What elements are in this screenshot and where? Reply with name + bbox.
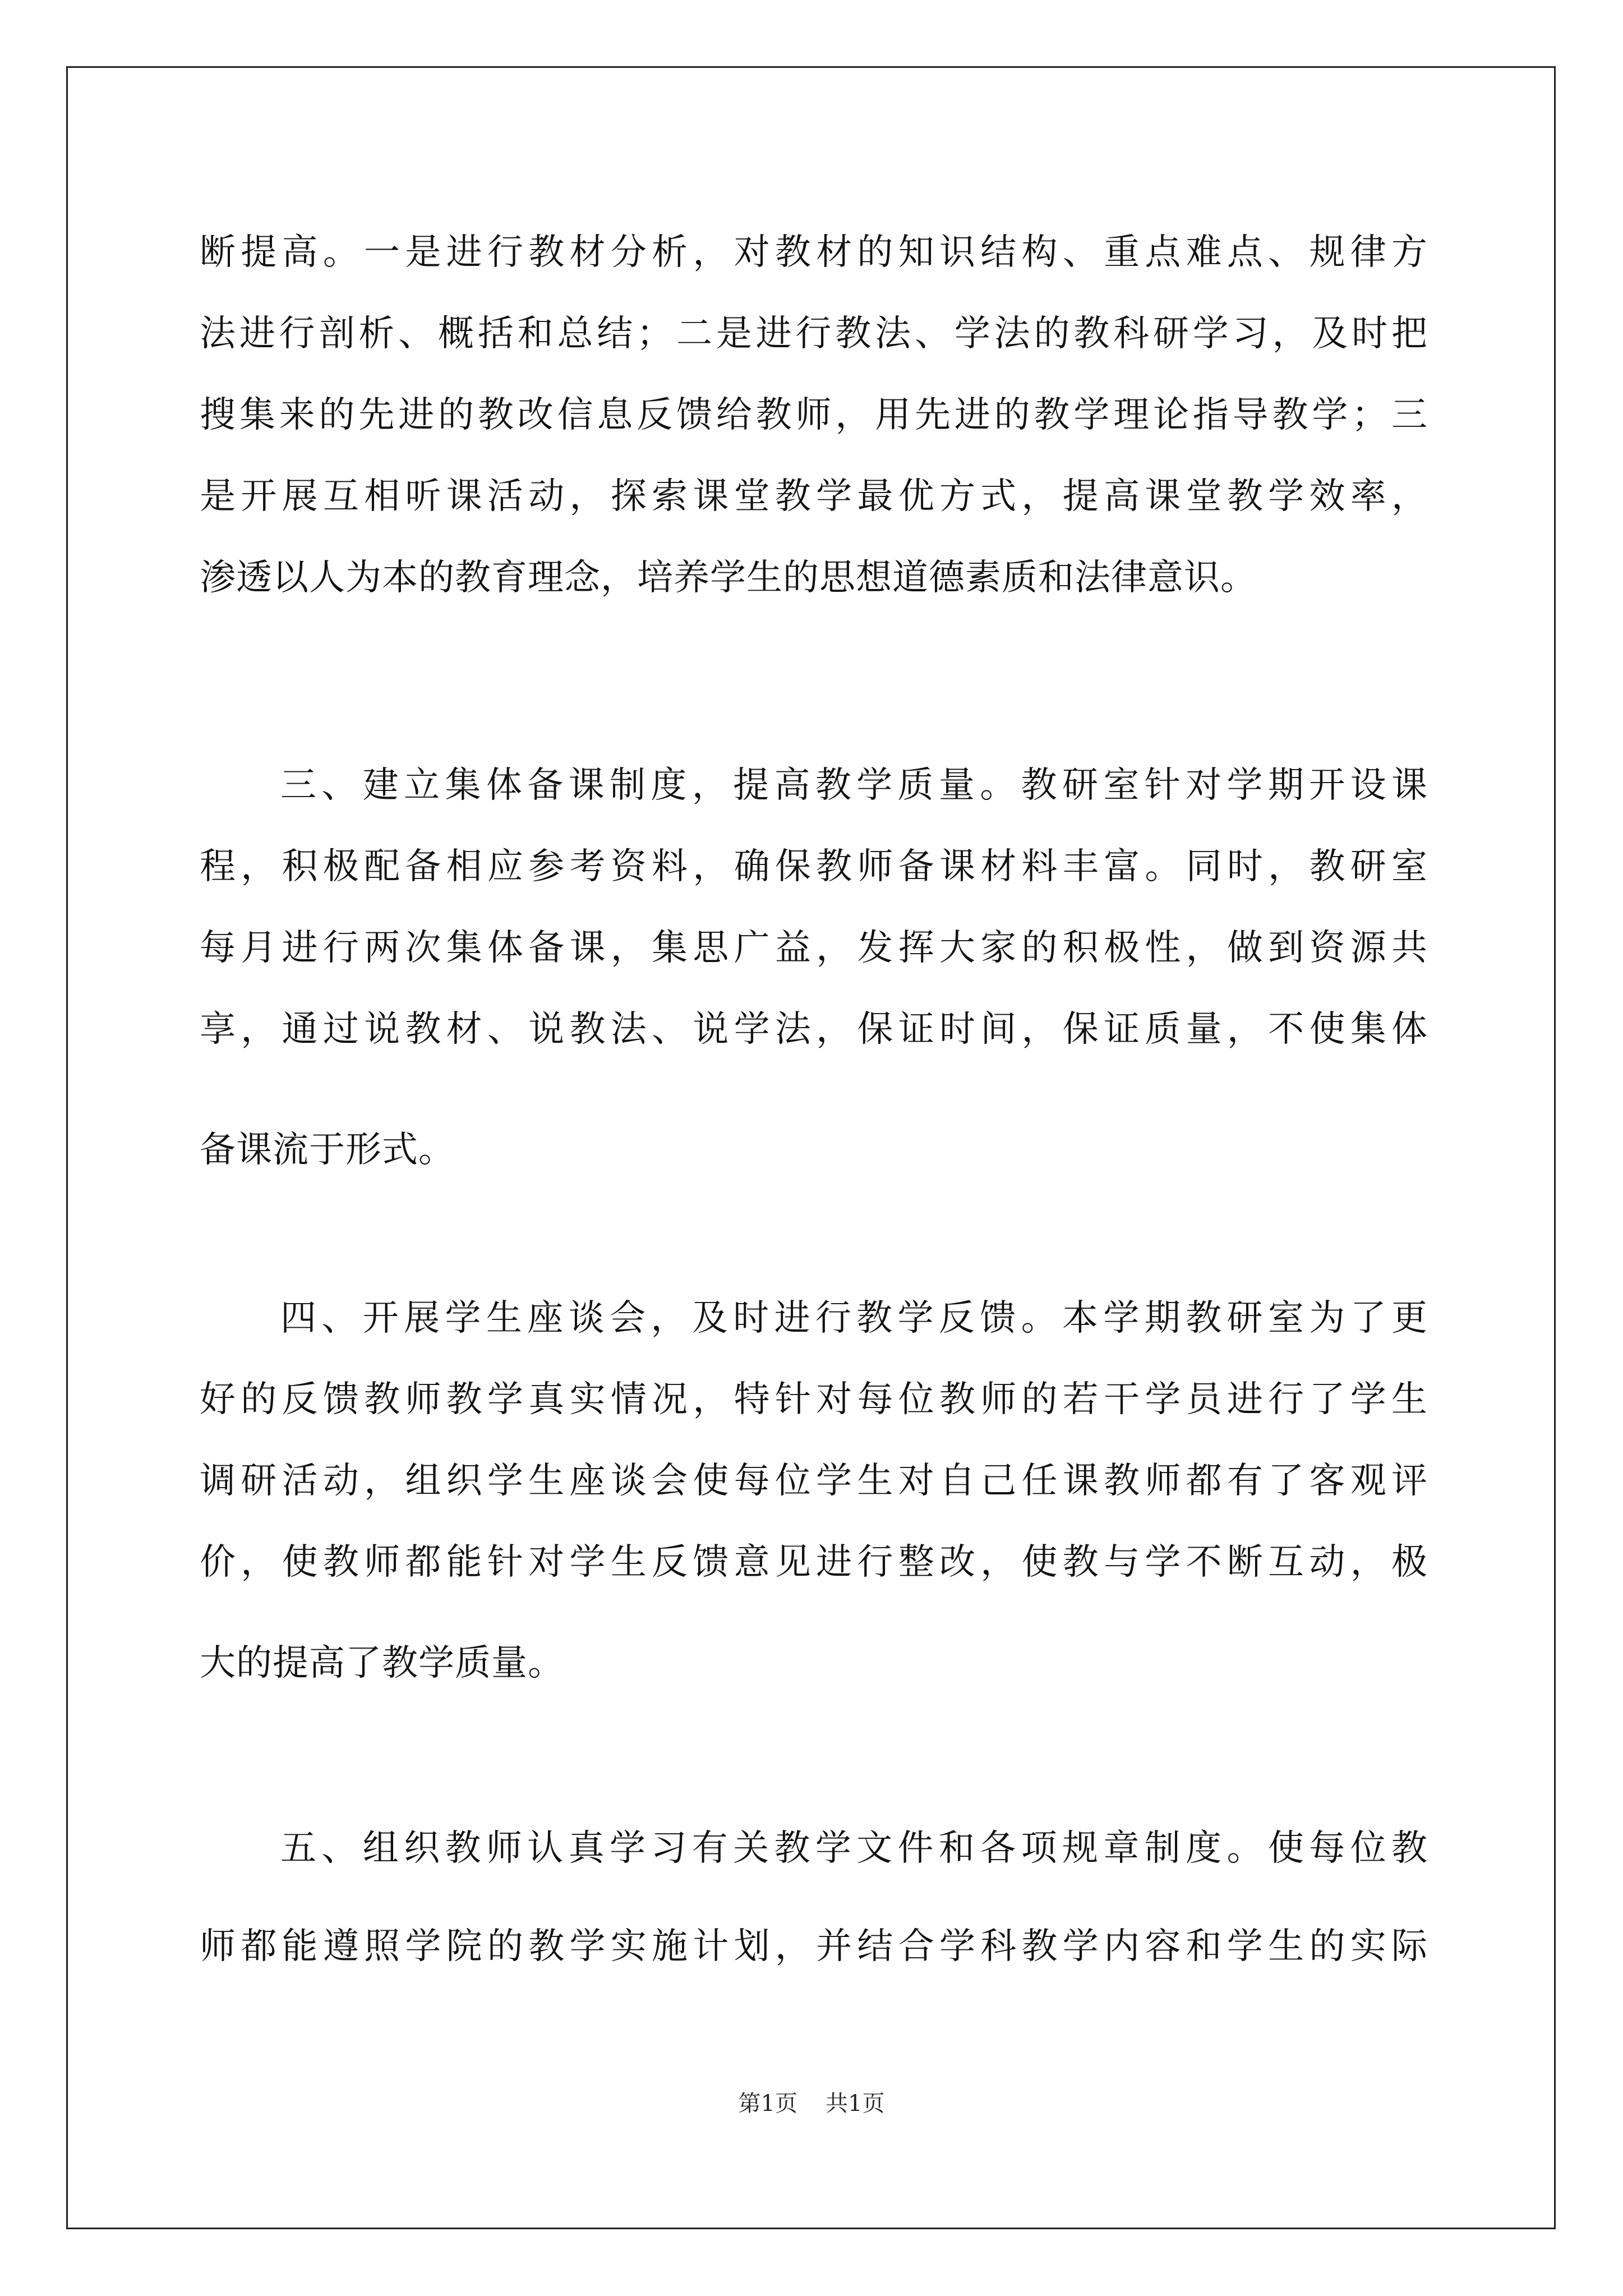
page-footer [0,2087,1623,2120]
text-line: 好的反馈教师教学真实情况，特针对每位教师的若干学员进行了学生 [200,1379,1428,1420]
text-line: 调研活动，组织学生座谈会使每位学生对自己任课教师都有了客观评 [200,1460,1428,1502]
text-line: 是开展互相听课活动，探索课堂教学最优方式，提高课堂教学效率， [200,476,1428,517]
text-line: 价，使教师都能针对学生反馈意见进行整改，使教与学不断互动，极 [200,1542,1428,1583]
text-line: 每月进行两次集体备课，集思广益，发挥大家的积极性，做到资源共 [200,927,1428,969]
text-line: 法进行剖析、概括和总结；二是进行教法、学法的教科研学习，及时把 [200,313,1428,355]
text-line: 师都能遵照学院的教学实施计划，并结合学科教学内容和学生的实际 [200,1926,1428,1967]
page-number-current: 第1页 [738,2091,797,2116]
text-line: 渗透以人为本的教育理念，培养学生的思想道德素质和法律意识。 [200,557,1257,599]
paragraph-heading-4: 四、开展学生座谈会，及时进行教学反馈。本学期教研室为了更 [280,1297,1428,1339]
text-line: 程，积极配备相应参考资料，确保教师备课材料丰富。同时，教研室 [200,846,1428,887]
text-line: 搜集来的先进的教改信息反馈给教师，用先进的教学理论指导教学；三 [200,394,1428,436]
page-number-total: 共1页 [826,2091,885,2116]
text-line: 享，通过说教材、说教法、说学法，保证时间，保证质量，不使集体 [200,1009,1428,1050]
paragraph-heading-3: 三、建立集体备课制度，提高教学质量。教研室针对学期开设课 [280,765,1428,806]
text-line: 备课流于形式。 [200,1129,455,1171]
paragraph-heading-5: 五、组织教师认真学习有关教学文件和各项规章制度。使每位教 [280,1828,1428,1869]
text-line: 断提高。一是进行教材分析，对教材的知识结构、重点难点、规律方 [200,232,1428,273]
text-line: 大的提高了教学质量。 [200,1642,564,1684]
